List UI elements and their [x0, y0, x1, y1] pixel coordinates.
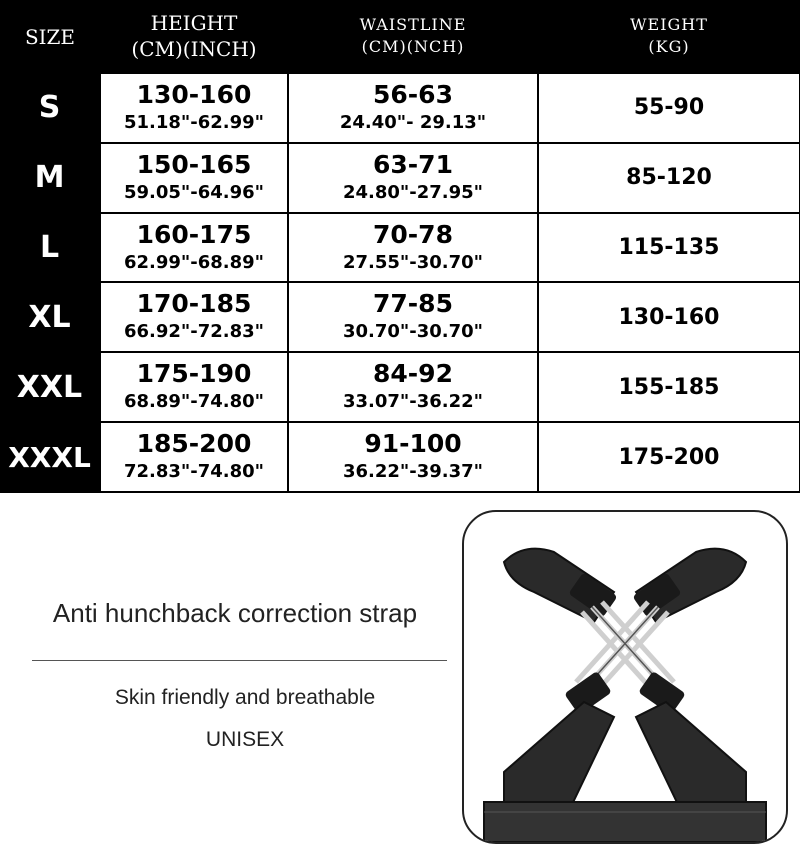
- waist-cell: [288, 73, 538, 143]
- waist-cell: [288, 143, 538, 213]
- header-waistline: [288, 0, 538, 73]
- height-cell: [100, 73, 288, 143]
- waist-band: [484, 802, 766, 842]
- height-inch-value: 51.18"-62.99": [123, 111, 265, 133]
- weight-cell: [538, 352, 800, 422]
- header-waistline-units: (CM)(NCH): [361, 37, 465, 56]
- posture-strap-image: [464, 512, 786, 842]
- weight-cell: [538, 213, 800, 283]
- waist-inch-value: 27.55"-30.70": [342, 251, 484, 273]
- size-label: M: [0, 143, 100, 213]
- table-row: [0, 282, 800, 352]
- weight-cell: [538, 143, 800, 213]
- height-inch-value: 72.83"-74.80": [123, 461, 265, 483]
- waist-cm-value: 77-85: [373, 289, 453, 319]
- header-height-units: (CM)(INCH): [131, 37, 257, 61]
- header-height: [100, 0, 288, 73]
- waist-cell: [288, 213, 538, 283]
- height-cm-value: 185-200: [136, 429, 252, 459]
- height-inch-value: 66.92"-72.83": [123, 321, 265, 343]
- size-label: L: [0, 213, 100, 283]
- waist-cell: [288, 422, 538, 492]
- height-cm-value: 150-165: [136, 149, 252, 179]
- height-cm-value: 130-160: [136, 79, 252, 109]
- waist-inch-value: 33.07"-36.22": [342, 391, 484, 413]
- weight-cell: [538, 282, 800, 352]
- table-row: [0, 143, 800, 213]
- weight-value: 130-160: [618, 304, 720, 330]
- waist-cm-value: 63-71: [373, 149, 453, 179]
- waist-cell: [288, 282, 538, 352]
- waist-cm-value: 84-92: [373, 359, 453, 389]
- size-label: XL: [0, 282, 100, 352]
- product-title: Anti hunchback correction strap: [52, 598, 418, 628]
- waist-cm-value: 70-78: [373, 219, 453, 249]
- height-cell: [100, 143, 288, 213]
- product-tag: UNISEX: [205, 728, 285, 751]
- waist-cm-value: 91-100: [364, 429, 462, 459]
- height-inch-value: 59.05"-64.96": [123, 181, 265, 203]
- header-height-title: HEIGHT: [150, 11, 238, 35]
- weight-value: 85-120: [626, 165, 712, 191]
- height-cell: [100, 213, 288, 283]
- header-size: [0, 0, 100, 73]
- weight-cell: [538, 73, 800, 143]
- table-row: [0, 213, 800, 283]
- product-feature: Skin friendly and breathable: [114, 686, 376, 709]
- header-weight: [538, 0, 800, 73]
- waist-cell: [288, 352, 538, 422]
- weight-value: 155-185: [618, 374, 720, 400]
- height-cm-value: 160-175: [136, 219, 252, 249]
- weight-cell: [538, 422, 800, 492]
- header-waistline-title: WAISTLINE: [359, 15, 467, 34]
- waist-cm-value: 56-63: [373, 79, 453, 109]
- waist-inch-value: 36.22"-39.37": [342, 461, 484, 483]
- size-label: S: [0, 73, 100, 143]
- height-cm-value: 175-190: [136, 359, 252, 389]
- table-row: [0, 352, 800, 422]
- header-weight-title: WEIGHT: [630, 15, 708, 34]
- table-row: [0, 422, 800, 492]
- height-cell: [100, 422, 288, 492]
- weight-value: 175-200: [618, 444, 720, 470]
- header-size-label: SIZE: [24, 24, 76, 49]
- waist-inch-value: 30.70"-30.70": [342, 321, 484, 343]
- height-cm-value: 170-185: [136, 289, 252, 319]
- divider: [32, 660, 447, 661]
- height-cell: [100, 282, 288, 352]
- weight-value: 55-90: [633, 95, 705, 121]
- height-inch-value: 62.99"-68.89": [123, 251, 265, 273]
- table-header-row: [0, 0, 800, 73]
- size-label: XXL: [0, 352, 100, 422]
- waist-inch-value: 24.80"-27.95": [342, 181, 484, 203]
- weight-value: 115-135: [618, 235, 720, 261]
- table-row: [0, 73, 800, 143]
- product-image-frame: [462, 510, 788, 844]
- header-weight-units: (KG): [648, 37, 690, 56]
- waist-inch-value: 24.40"- 29.13": [339, 111, 487, 133]
- height-cell: [100, 352, 288, 422]
- height-inch-value: 68.89"-74.80": [123, 391, 265, 413]
- size-label: XXXL: [0, 422, 100, 492]
